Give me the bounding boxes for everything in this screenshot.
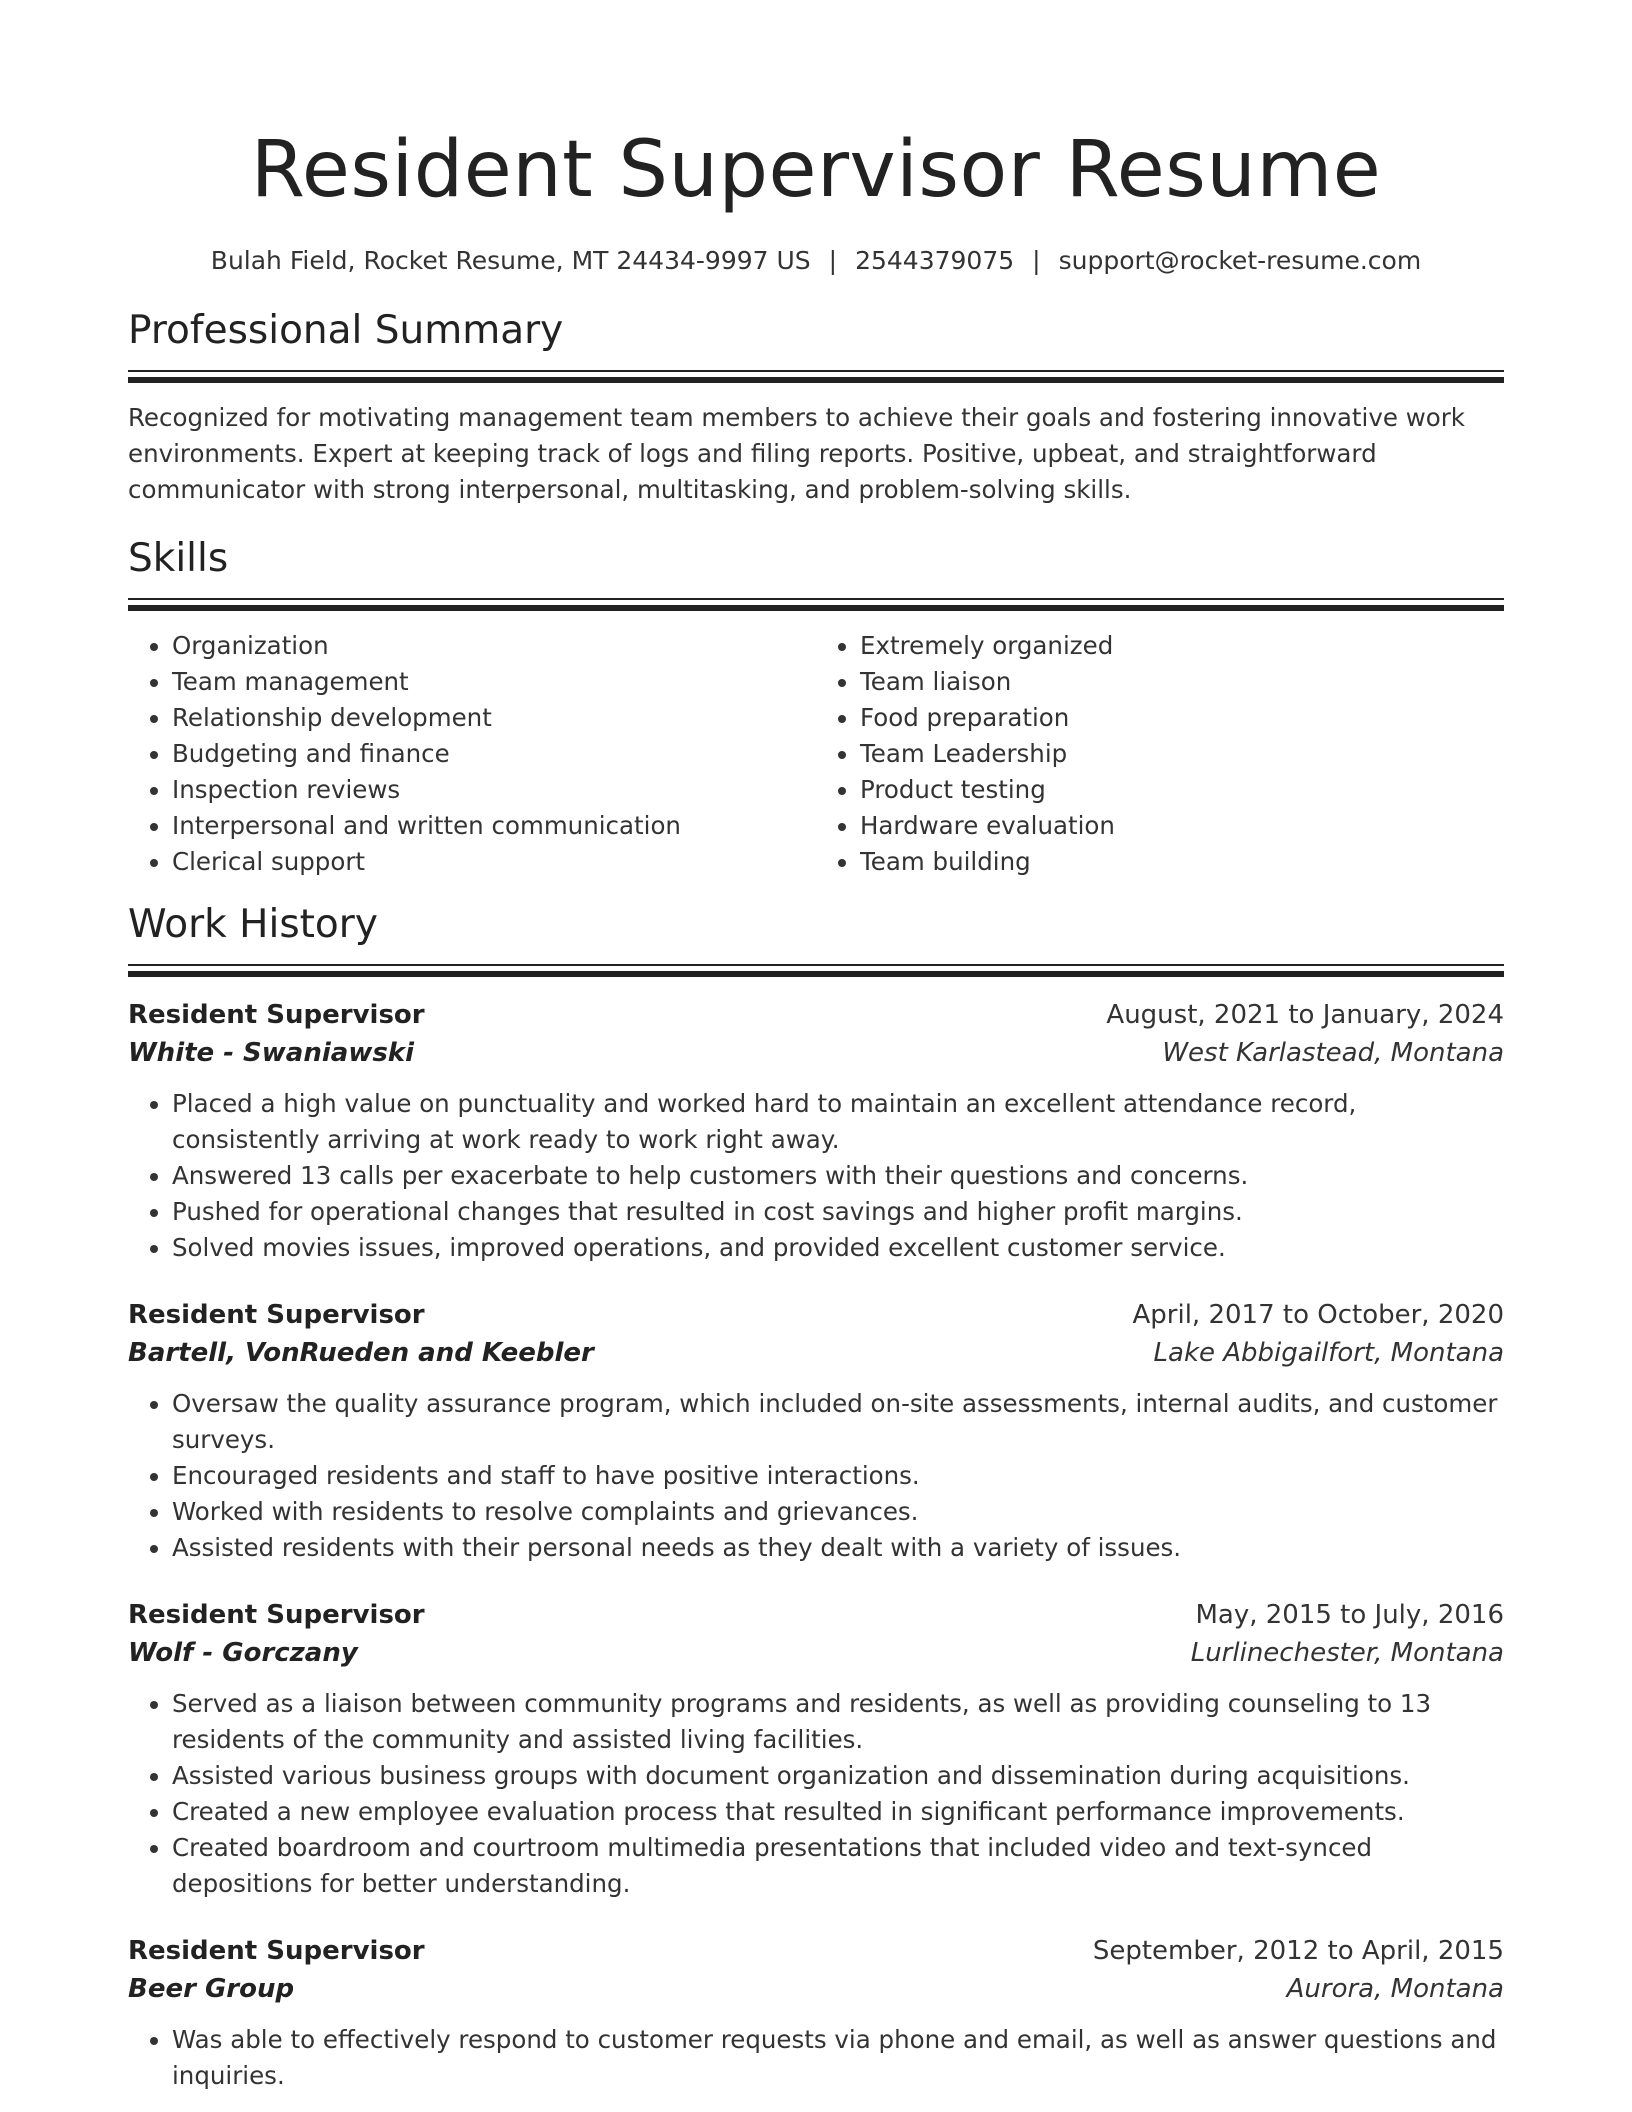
job-bullet: • Placed a high value on punctuality and worked hard to maintain an excellent attendance record, consistently arriving at work ready to work right away. (172, 1086, 1504, 1158)
skill-item: • Product testing (860, 772, 1504, 808)
skill-item: • Budgeting and finance (172, 736, 816, 772)
skills-grid (128, 628, 1504, 880)
job-bullet: • Assisted residents with their personal needs as they dealt with a variety of issues. (172, 1530, 1504, 1566)
job-bullet: • Was able to effectively respond to customer requests via phone and email, as well as answer questions and inquiries. (172, 2022, 1504, 2094)
skill-item: • Food preparation (860, 700, 1504, 736)
job-company: Wolf - Gorczany (128, 1638, 358, 1668)
skill-item: • Clerical support (172, 844, 816, 880)
job-header-row (128, 996, 1504, 1034)
skill-item: • Team Leadership (860, 736, 1504, 772)
skill-item: • Team liaison (860, 664, 1504, 700)
job-entry (128, 1596, 1504, 1902)
skill-item: • Inspection reviews (172, 772, 816, 808)
job-company: Beer Group (128, 1974, 295, 2004)
job-dates: April, 2017 to October, 2020 (1132, 1300, 1504, 1330)
skill-item: • Organization (172, 628, 816, 664)
section-heading: Professional Summary (128, 308, 564, 353)
job-location: Lake Abbigailfort, Montana (1153, 1338, 1504, 1368)
job-bullet-list (128, 1086, 1504, 1266)
skill-item: • Relationship development (172, 700, 816, 736)
professional-summary-section (128, 304, 1504, 508)
job-entry (128, 1932, 1504, 2094)
contact-email[interactable]: support@rocket-resume.com (1058, 246, 1422, 275)
skill-item: • Interpersonal and written communication (172, 808, 816, 844)
job-title: Resident Supervisor (128, 1936, 425, 1966)
section-divider (128, 370, 1504, 384)
resume-page (128, 0, 1504, 2094)
job-bullet: • Served as a liaison between community programs and residents, as well as providing counseling to 13 residents of the community and assisted living facilities. (172, 1686, 1504, 1758)
job-location: Aurora, Montana (1286, 1974, 1504, 2004)
contact-line (128, 244, 1504, 278)
job-header-row (128, 1596, 1504, 1634)
job-bullet-list (128, 1686, 1504, 1902)
contact-separator: | (1032, 246, 1041, 275)
contact-separator: | (828, 246, 838, 275)
section-divider (128, 964, 1504, 978)
section-divider (128, 598, 1504, 612)
job-bullet: • Assisted various business groups with document organization and dissemination during acquisitions. (172, 1758, 1504, 1794)
job-dates: September, 2012 to April, 2015 (1092, 1936, 1504, 1966)
skills-list-left (128, 628, 816, 880)
section-heading: Skills (128, 536, 229, 581)
summary-text: Recognized for motivating management team members to achieve their goals and fostering innovative work environments. Expert at keeping track of logs and filing reports. Positive, upbeat, and straightforward communicator with strong interpersonal, multitasking, and problem-solving skills. (128, 403, 1465, 504)
job-company-row (128, 1334, 1504, 1372)
section-heading: Work History (128, 902, 378, 947)
job-bullet: • Encouraged residents and staff to have positive interactions. (172, 1458, 1504, 1494)
skill-item: • Team building (860, 844, 1504, 880)
resume-title: Resident Supervisor Resume (250, 125, 1382, 215)
job-company: Bartell, VonRueden and Keebler (128, 1338, 594, 1368)
skill-item: • Hardware evaluation (860, 808, 1504, 844)
job-title: Resident Supervisor (128, 1600, 425, 1630)
job-header-row (128, 1296, 1504, 1334)
job-bullet: • Oversaw the quality assurance program, which included on-site assessments, internal audits, and customer surveys. (172, 1386, 1504, 1458)
job-bullet: • Worked with residents to resolve complaints and grievances. (172, 1494, 1504, 1530)
job-entry (128, 996, 1504, 1266)
job-header-row (128, 1932, 1504, 1970)
job-bullet: • Created boardroom and courtroom multimedia presentations that included video and text-synced depositions for better understanding. (172, 1830, 1504, 1902)
work-history-section (128, 898, 1504, 2094)
job-bullet: • Solved movies issues, improved operations, and provided excellent customer service. (172, 1230, 1504, 1266)
job-company-row (128, 1034, 1504, 1072)
job-location: Lurlinechester, Montana (1190, 1638, 1504, 1668)
job-bullet: • Created a new employee evaluation process that resulted in significant performance improvements. (172, 1794, 1504, 1830)
job-entry (128, 1296, 1504, 1566)
job-dates: August, 2021 to January, 2024 (1106, 1000, 1504, 1030)
job-company: White - Swaniawski (128, 1038, 415, 1068)
job-company-row (128, 1634, 1504, 1672)
job-location: West Karlastead, Montana (1162, 1038, 1504, 1068)
skills-section (128, 532, 1504, 880)
contact-phone: 2544379075 (855, 246, 1015, 275)
job-list (128, 996, 1504, 2094)
job-dates: May, 2015 to July, 2016 (1195, 1600, 1504, 1630)
job-bullet: • Answered 13 calls per exacerbate to help customers with their questions and concerns. (172, 1158, 1504, 1194)
skill-item: • Extremely organized (860, 628, 1504, 664)
skills-list-right (816, 628, 1504, 880)
job-bullet-list (128, 1386, 1504, 1566)
job-title: Resident Supervisor (128, 1300, 425, 1330)
job-company-row (128, 1970, 1504, 2008)
job-bullet-list (128, 2022, 1504, 2094)
skill-item: • Team management (172, 664, 816, 700)
contact-address: Bulah Field, Rocket Resume, MT 24434-9997 US (210, 246, 811, 275)
job-title: Resident Supervisor (128, 1000, 425, 1030)
job-bullet: • Pushed for operational changes that resulted in cost savings and higher profit margins. (172, 1194, 1504, 1230)
